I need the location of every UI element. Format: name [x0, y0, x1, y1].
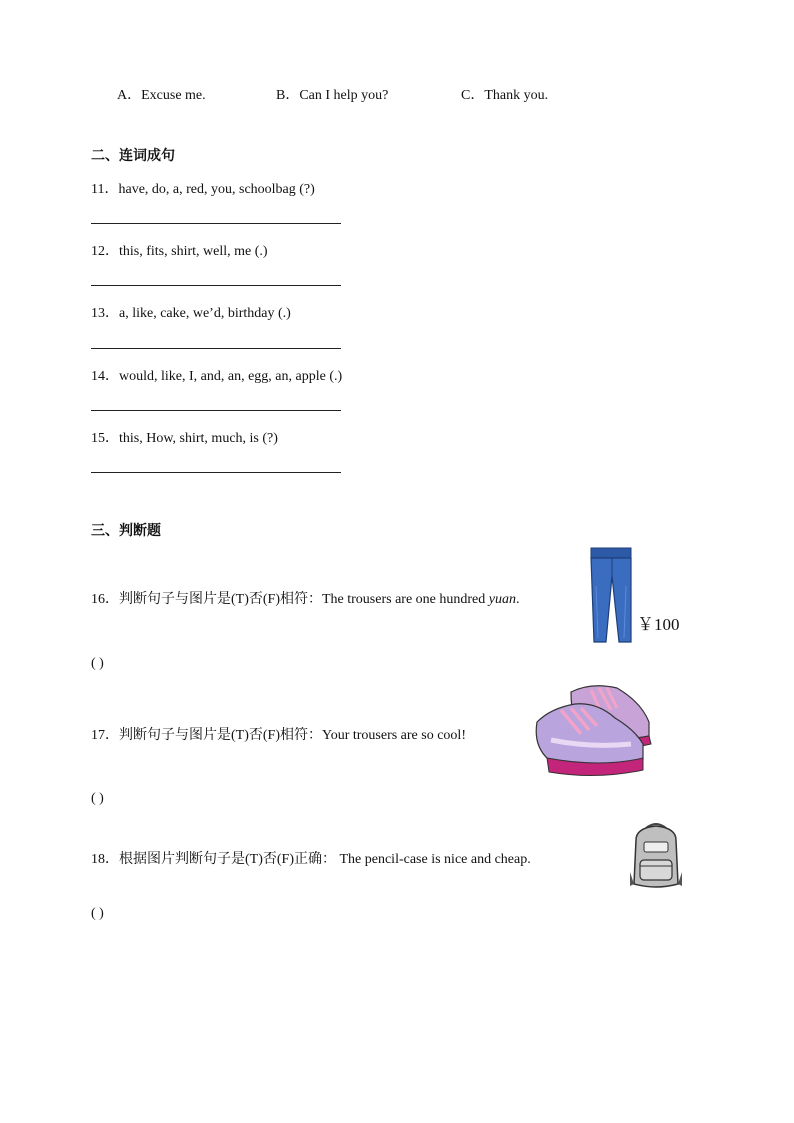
section-3-title: 三、判断题 — [91, 523, 161, 539]
question-13: 13．a, like, cake, we’d, birthday (.) — [91, 306, 291, 321]
answer-line-11[interactable] — [91, 223, 341, 224]
answer-blank-18[interactable]: ( ) — [91, 906, 104, 921]
sneakers-icon — [531, 682, 659, 780]
question-16-italic: yuan — [488, 592, 516, 607]
question-16-suffix: . — [515, 592, 520, 607]
answer-line-12[interactable] — [91, 285, 341, 286]
backpack-icon — [628, 820, 684, 890]
option-b: B．Can I help you? — [276, 88, 389, 103]
option-c: C．Thank you. — [461, 88, 549, 103]
section-2-title: 二、连词成句 — [91, 148, 175, 164]
answer-blank-16[interactable]: ( ) — [91, 656, 104, 671]
question-15: 15．this, How, shirt, much, is (?) — [91, 431, 278, 446]
question-11: 11．have, do, a, red, you, schoolbag (?) — [91, 182, 315, 197]
question-16-text: 16．判断句子与图片是(T)否(F)相符：The trousers are one hundred — [91, 592, 489, 607]
trousers-image — [588, 546, 636, 644]
question-17: 17．判断句子与图片是(T)否(F)相符：Your trousers are so cool! — [91, 728, 466, 743]
question-16 — [91, 588, 519, 608]
question-12: 12．this, fits, shirt, well, me (.) — [91, 244, 268, 259]
option-a: A．Excuse me. — [117, 88, 206, 103]
backpack-image — [628, 820, 684, 890]
answer-line-15[interactable] — [91, 472, 341, 473]
question-14: 14．would, like, I, and, an, egg, an, apple (.) — [91, 369, 343, 384]
trousers-icon — [588, 546, 636, 644]
question-18: 18．根据图片判断句子是(T)否(F)正确： The pencil-case is nice and cheap. — [91, 852, 531, 867]
answer-line-14[interactable] — [91, 410, 341, 411]
answer-blank-17[interactable]: ( ) — [91, 791, 104, 806]
answer-line-13[interactable] — [91, 348, 341, 349]
price-label: ￥100 — [637, 615, 680, 634]
sneakers-image — [531, 682, 659, 780]
